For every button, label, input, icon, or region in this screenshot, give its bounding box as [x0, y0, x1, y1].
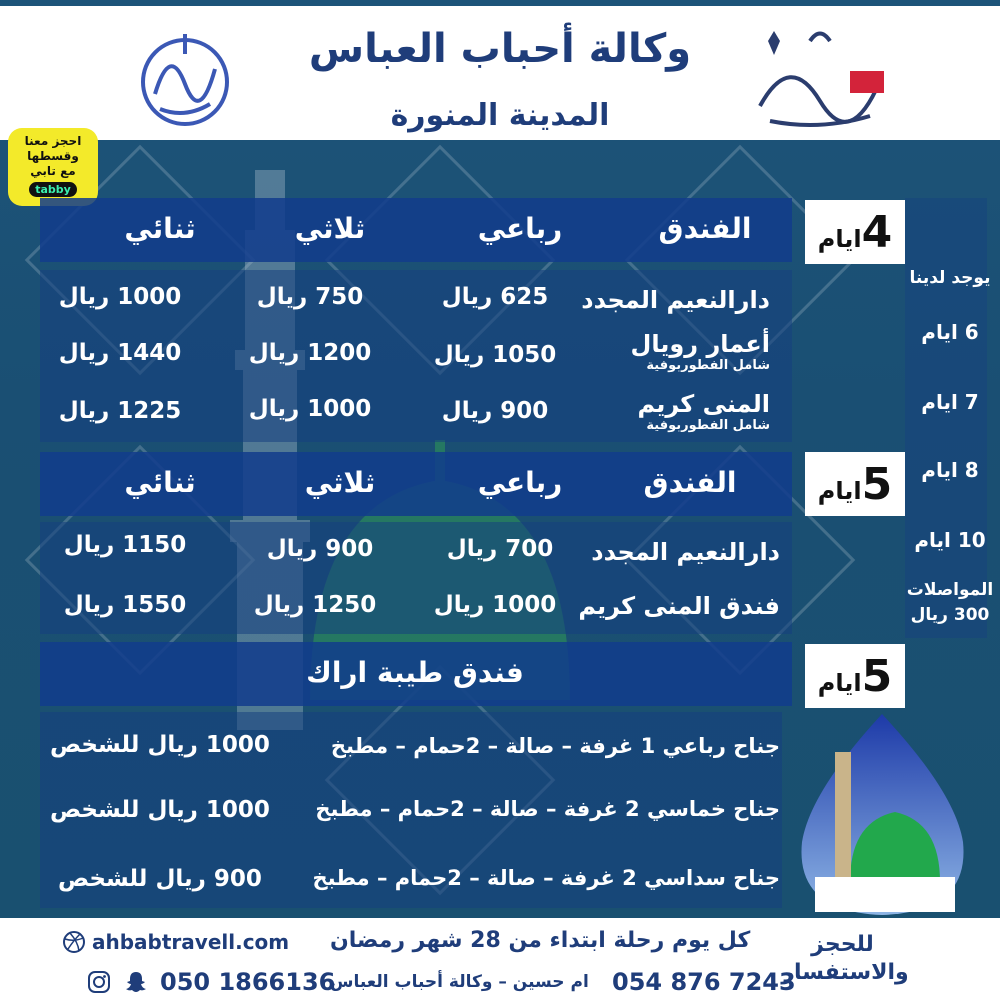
- column-quad: رباعي: [477, 466, 563, 499]
- page-title: وكالة أحباب العباس: [308, 26, 692, 72]
- suite-price: 1000 ريال للشخص: [50, 797, 270, 823]
- phone-number-1[interactable]: 054 876 7243: [612, 968, 796, 996]
- package-1-header-row: [40, 198, 792, 262]
- package-1-days-badge: [805, 200, 905, 264]
- sidebar-option: 8 ايام: [921, 458, 979, 482]
- table-cell-price: 900 ريال: [441, 398, 549, 424]
- transport-label: المواصلات: [906, 580, 994, 600]
- table-cell-price: 1000 ريال: [433, 592, 557, 618]
- hotel-note: شامل الفطوربوفية: [646, 358, 770, 373]
- contact-name: ام حسين – وكالة أحباب العباس: [330, 972, 589, 992]
- snapchat-icon[interactable]: [124, 970, 148, 994]
- table-cell-price: 700 ريال: [446, 536, 554, 562]
- sidebar-option: 7 ايام: [921, 390, 979, 414]
- booking-label: للحجز: [811, 932, 874, 957]
- transport-price: 300 ريال: [910, 605, 990, 625]
- days-label: ايام: [817, 477, 862, 505]
- suite-description: جناح خماسي 2 غرفة – صالة – 2حمام – مطبخ: [315, 797, 780, 821]
- dribbble-icon[interactable]: [62, 930, 86, 954]
- booking-label-2: والاستفسار: [781, 960, 909, 985]
- suite-description: جناح سداسي 2 غرفة – صالة – 2حمام – مطبخ: [312, 866, 780, 890]
- column-triple: ثلاثي: [304, 466, 376, 499]
- website-link[interactable]: ahbabtravell.com: [92, 930, 290, 954]
- header: [0, 0, 1000, 140]
- table-cell-price: 1050 ريال: [433, 342, 557, 368]
- suite-price: 1000 ريال للشخص: [50, 732, 270, 758]
- hotel-note: شامل الفطوربوفية: [646, 418, 770, 433]
- column-double: ثنائي: [124, 212, 196, 245]
- schedule-text: كل يوم رحلة ابتداء من 28 شهر رمضان: [330, 928, 751, 953]
- sidebar-intro: يوجد لدينا: [909, 268, 991, 288]
- sidebar-option: 10 ايام: [914, 528, 986, 552]
- page-subtitle: المدينة المنورة: [390, 98, 610, 133]
- column-triple: ثلاثي: [294, 212, 366, 245]
- package-3-header-row: [40, 642, 792, 706]
- package-2-header-row: [40, 452, 792, 516]
- table-cell-price: 625 ريال: [441, 284, 549, 310]
- table-cell-price: 1250 ريال: [253, 592, 377, 618]
- days-label: ايام: [817, 225, 862, 253]
- tabby-logo: tabby: [29, 182, 77, 197]
- table-cell-price: 750 ريال: [256, 284, 364, 310]
- suite-description: جناح رباعي 1 غرفة – صالة – 2حمام – مطبخ: [330, 734, 780, 758]
- mosque-drop-image: [795, 712, 970, 917]
- table-cell-price: 1550 ريال: [63, 592, 187, 618]
- table-cell-price: 1000 ريال: [248, 396, 372, 422]
- table-row-hotel: دارالنعيم المجدد: [581, 286, 770, 314]
- madinah-calligraphy-logo: [130, 24, 240, 134]
- sidebar-panel: [905, 198, 987, 638]
- days-number: 5: [861, 458, 893, 510]
- days-number: 5: [861, 650, 893, 702]
- column-double: ثنائي: [124, 466, 196, 499]
- hotel-name: أعمار رويال: [630, 330, 770, 358]
- tabby-badge: [8, 128, 98, 206]
- instagram-icon[interactable]: [87, 970, 111, 994]
- tabby-line-1: احجز معنا: [24, 134, 82, 148]
- package-3-days-badge: [805, 644, 905, 708]
- days-label: ايام: [817, 669, 862, 697]
- column-hotel: الفندق: [643, 466, 737, 499]
- hotel-name: المنى كريم: [637, 390, 770, 418]
- hotel-title: فندق طيبة اراك: [306, 656, 524, 689]
- sidebar-option: 6 ايام: [921, 320, 979, 344]
- footer: [0, 918, 1000, 1000]
- table-row-hotel: دارالنعيم المجدد: [591, 538, 780, 566]
- tabby-line-3: مع تابي: [30, 164, 76, 178]
- table-row-hotel: فندق المنى كريم: [578, 592, 780, 620]
- table-cell-price: 1200 ريال: [248, 340, 372, 366]
- phone-number-2[interactable]: 050 1866136: [160, 968, 336, 996]
- tabby-line-2: وقسطها: [27, 149, 79, 163]
- table-cell-price: 1000 ريال: [58, 284, 182, 310]
- table-cell-price: 900 ريال: [266, 536, 374, 562]
- days-number: 4: [861, 206, 893, 258]
- suite-price: 900 ريال للشخص: [58, 866, 262, 892]
- ahbab-al-abbas-logo: [750, 21, 890, 136]
- table-cell-price: 1150 ريال: [63, 532, 187, 558]
- table-cell-price: 1440 ريال: [58, 340, 182, 366]
- package-2-days-badge: [805, 452, 905, 516]
- table-cell-price: 1225 ريال: [58, 398, 182, 424]
- column-quad: رباعي: [477, 212, 563, 245]
- column-hotel: الفندق: [658, 212, 752, 245]
